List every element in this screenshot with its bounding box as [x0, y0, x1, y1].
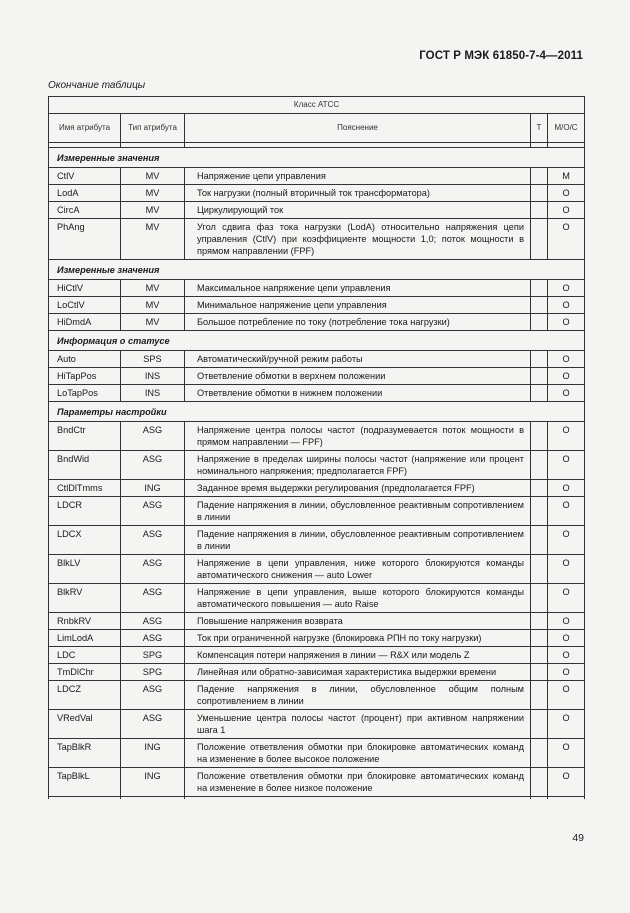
attribute-name: PhAng [49, 219, 121, 260]
attribute-description: Ток при ограниченной нагрузке (блокировка РПН по току нагрузки) [185, 630, 531, 647]
table-row [49, 710, 585, 739]
table-row [49, 297, 585, 314]
moc-cell: O [548, 422, 585, 451]
t-cell [531, 168, 548, 185]
attribute-description: Положение ответвления обмотки при блокировке автоматических команд на изменение в более высокое положение [185, 739, 531, 768]
attribute-name: LDCR [49, 497, 121, 526]
attribute-description: Максимальное напряжение цепи управления [185, 280, 531, 297]
attribute-type: SPG [121, 664, 185, 681]
attribute-name: LDC [49, 647, 121, 664]
t-cell [531, 368, 548, 385]
attribute-description: Падение напряжения в линии, обусловленное реактивным сопротивлением в линии [185, 526, 531, 555]
t-cell [531, 280, 548, 297]
document-id: ГОСТ Р МЭК 61850-7-4—2011 [419, 50, 583, 62]
attribute-type: ASG [121, 630, 185, 647]
attribute-description: Компенсация потери напряжения в линии — R&X или модель Z [185, 647, 531, 664]
attribute-type: ASG [121, 497, 185, 526]
column-header-name: Имя атрибута [49, 114, 121, 143]
section-title: Информация о статусе [49, 331, 585, 351]
attribute-type: ING [121, 768, 185, 797]
table-row [49, 422, 585, 451]
attribute-description: Большое потребление по току (потребление тока нагрузки) [185, 314, 531, 331]
table-row [49, 385, 585, 402]
attribute-description: Линейная или обратно-зависимая характеристика выдержки времени [185, 664, 531, 681]
attribute-table [48, 96, 585, 799]
table-row [49, 647, 585, 664]
table-body [49, 148, 585, 800]
table-row [49, 314, 585, 331]
section-header [49, 402, 585, 422]
moc-cell: O [548, 202, 585, 219]
t-cell [531, 526, 548, 555]
t-cell [531, 584, 548, 613]
moc-cell: O [548, 385, 585, 402]
attribute-type: ING [121, 480, 185, 497]
attribute-name: HiDmdA [49, 314, 121, 331]
table-row [49, 526, 585, 555]
attribute-type: ASG [121, 526, 185, 555]
t-cell [531, 710, 548, 739]
attribute-name: BndWid [49, 451, 121, 480]
attribute-description: Ток нагрузки (полный вторичный ток трансформатора) [185, 185, 531, 202]
section-title: Параметры настройки [49, 402, 585, 422]
attribute-type: MV [121, 168, 185, 185]
table-row [49, 630, 585, 647]
moc-cell: O [548, 451, 585, 480]
moc-cell: M [548, 168, 585, 185]
table-row [49, 219, 585, 260]
attribute-description: Ответвление обмотки в верхнем положении [185, 368, 531, 385]
attribute-description: Положение ответвления обмотки при блокировке автоматических команд на изменение в более низкое положение [185, 768, 531, 797]
t-cell [531, 768, 548, 797]
attribute-type: ASG [121, 555, 185, 584]
t-cell [531, 681, 548, 710]
table-row [49, 613, 585, 630]
moc-cell: O [548, 314, 585, 331]
moc-cell: O [548, 739, 585, 768]
attribute-name: CircA [49, 202, 121, 219]
attribute-description: Падение напряжения в линии, обусловленное общим полным сопротивлением в линии [185, 681, 531, 710]
attribute-description: Минимальное напряжение цепи управления [185, 297, 531, 314]
attribute-type: INS [121, 368, 185, 385]
attribute-name: Auto [49, 351, 121, 368]
attribute-name: BlkRV [49, 584, 121, 613]
t-cell [531, 314, 548, 331]
attribute-name: CtlDlTmms [49, 480, 121, 497]
t-cell [531, 202, 548, 219]
attribute-type: MV [121, 280, 185, 297]
t-cell [531, 185, 548, 202]
table-row [49, 351, 585, 368]
class-label: Класс ATCC [49, 97, 585, 114]
attribute-name: RnbkRV [49, 613, 121, 630]
attribute-description: Ответвление обмотки в нижнем положении [185, 385, 531, 402]
moc-cell: O [548, 584, 585, 613]
attribute-name: TmDlChr [49, 664, 121, 681]
page-number: 49 [572, 832, 584, 844]
attribute-name: TapBlkL [49, 768, 121, 797]
attribute-type: ING [121, 739, 185, 768]
moc-cell: O [548, 710, 585, 739]
attribute-type: ASG [121, 422, 185, 451]
attribute-description: Напряжение в цепи управления, выше которого блокируются команды автоматического повышения — auto Raise [185, 584, 531, 613]
t-cell [531, 497, 548, 526]
column-header-type: Тип атрибута [121, 114, 185, 143]
table-row [49, 280, 585, 297]
column-header-moc: M/O/C [548, 114, 585, 143]
moc-cell: O [548, 768, 585, 797]
table-row [49, 497, 585, 526]
table-row [49, 739, 585, 768]
attribute-name: HiCtlV [49, 280, 121, 297]
attribute-type: INS [121, 385, 185, 402]
attribute-type: SPS [121, 351, 185, 368]
section-header [49, 331, 585, 351]
t-cell [531, 630, 548, 647]
attribute-description: Повышение напряжения возврата [185, 613, 531, 630]
moc-cell: O [548, 480, 585, 497]
moc-cell: O [548, 664, 585, 681]
moc-cell: O [548, 185, 585, 202]
attribute-type: ASG [121, 584, 185, 613]
table-row [49, 480, 585, 497]
attribute-type: MV [121, 219, 185, 260]
attribute-name: LodA [49, 185, 121, 202]
attribute-description: Падение напряжения в линии, обусловленное реактивным сопротивлением в линии [185, 497, 531, 526]
attribute-name: BndCtr [49, 422, 121, 451]
table-end-row [49, 797, 585, 800]
attribute-name: CtlV [49, 168, 121, 185]
attribute-name: LoCtlV [49, 297, 121, 314]
attribute-name: LDCZ [49, 681, 121, 710]
attribute-type: ASG [121, 710, 185, 739]
t-cell [531, 613, 548, 630]
moc-cell: O [548, 351, 585, 368]
table-row [49, 555, 585, 584]
table-row [49, 768, 585, 797]
table-row [49, 451, 585, 480]
moc-cell: O [548, 297, 585, 314]
t-cell [531, 664, 548, 681]
table-row [49, 664, 585, 681]
t-cell [531, 480, 548, 497]
attribute-description: Угол сдвига фаз тока нагрузки (LodA) относительно напряжения цепи управления (CtlV) при коэффициенте мощности 1,0; поток мощности в прямом направлении (FPF) [185, 219, 531, 260]
section-header [49, 260, 585, 280]
moc-cell: O [548, 555, 585, 584]
column-header-description: Пояснение [185, 114, 531, 143]
table-caption: Окончание таблицы [48, 80, 146, 91]
moc-cell: O [548, 497, 585, 526]
moc-cell: O [548, 630, 585, 647]
moc-cell: O [548, 526, 585, 555]
table-row [49, 368, 585, 385]
section-title: Измеренные значения [49, 148, 585, 168]
attribute-type: MV [121, 202, 185, 219]
moc-cell: O [548, 280, 585, 297]
t-cell [531, 351, 548, 368]
attribute-name: TapBlkR [49, 739, 121, 768]
attribute-description: Напряжение центра полосы частот (подразумевается поток мощности в прямом направлении — FPF) [185, 422, 531, 451]
table-row [49, 584, 585, 613]
attribute-type: ASG [121, 681, 185, 710]
moc-cell: O [548, 613, 585, 630]
attribute-description: Автоматический/ручной режим работы [185, 351, 531, 368]
t-cell [531, 219, 548, 260]
table-row [49, 202, 585, 219]
attribute-description: Заданное время выдержки регулирования (предполагается FPF) [185, 480, 531, 497]
attribute-description: Напряжение цепи управления [185, 168, 531, 185]
attribute-name: LimLodA [49, 630, 121, 647]
attribute-description: Напряжение в цепи управления, ниже которого блокируются команды автоматического снижения — auto Lower [185, 555, 531, 584]
table-row [49, 168, 585, 185]
attribute-name: HiTapPos [49, 368, 121, 385]
moc-cell: O [548, 219, 585, 260]
t-cell [531, 647, 548, 664]
t-cell [531, 385, 548, 402]
attribute-name: VRedVal [49, 710, 121, 739]
attribute-type: MV [121, 314, 185, 331]
attribute-type: ASG [121, 451, 185, 480]
attribute-name: LoTapPos [49, 385, 121, 402]
attribute-name: LDCX [49, 526, 121, 555]
attribute-description: Напряжение в пределах ширины полосы частот (напряжение или процент номинального напряжения; предполагается FPF) [185, 451, 531, 480]
t-cell [531, 739, 548, 768]
attribute-name: BlkLV [49, 555, 121, 584]
attribute-description: Уменьшение центра полосы частот (процент) при активном напряжении шага 1 [185, 710, 531, 739]
attribute-type: MV [121, 185, 185, 202]
table-row [49, 681, 585, 710]
attribute-type: ASG [121, 613, 185, 630]
attribute-type: SPG [121, 647, 185, 664]
section-header [49, 148, 585, 168]
moc-cell: O [548, 647, 585, 664]
attribute-description: Циркулирующий ток [185, 202, 531, 219]
attribute-type: MV [121, 297, 185, 314]
section-title: Измеренные значения [49, 260, 585, 280]
moc-cell: O [548, 368, 585, 385]
t-cell [531, 451, 548, 480]
t-cell [531, 422, 548, 451]
column-header-t: T [531, 114, 548, 143]
t-cell [531, 555, 548, 584]
table-row [49, 185, 585, 202]
t-cell [531, 297, 548, 314]
moc-cell: O [548, 681, 585, 710]
